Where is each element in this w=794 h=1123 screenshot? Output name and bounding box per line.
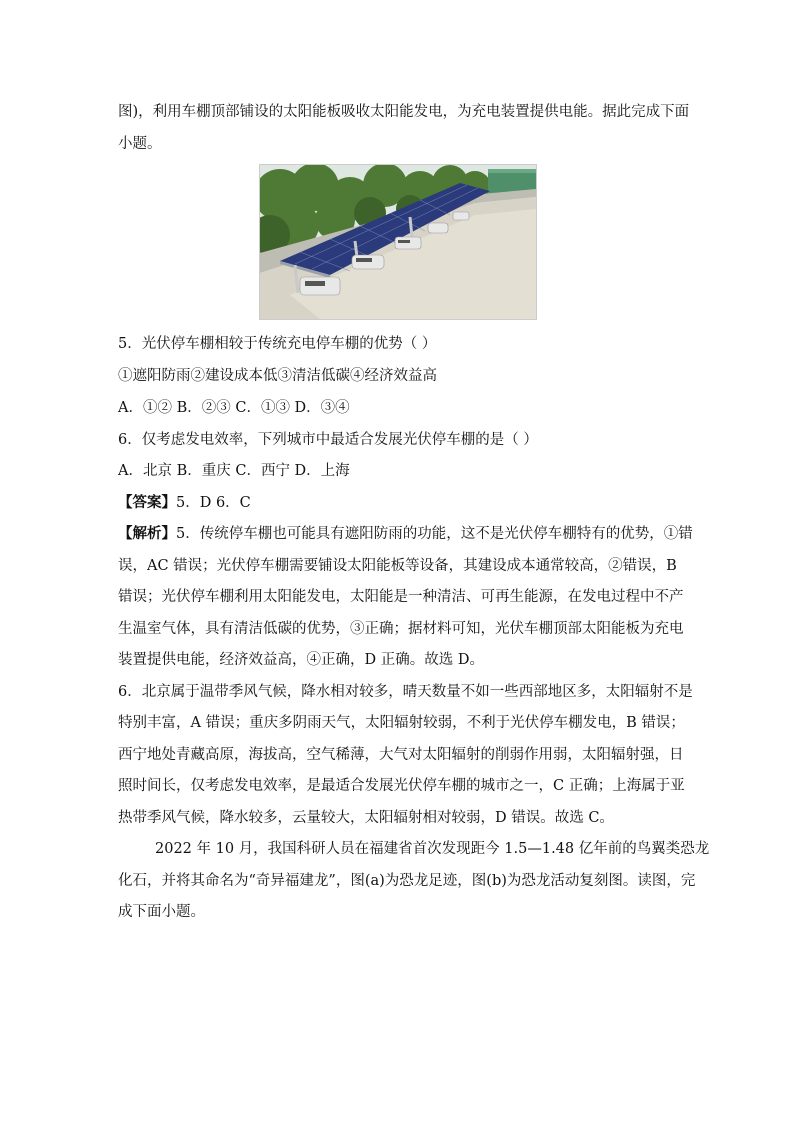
analysis-line-1	[118, 524, 693, 544]
q5-stem: 5．光伏停车棚相较于传统充电停车棚的优势（ ）	[118, 336, 437, 352]
analysis-text-1: 5．传统停车棚也可能具有遮阳防雨的功能，这不是光伏停车棚特有的优势，①错	[176, 526, 693, 542]
analysis-line-3: 错误；光伏停车棚利用太阳能发电，太阳能是一种清洁、可再生能源，在发电过程中不产	[118, 589, 684, 605]
passage-line-3: 成下面小题。	[118, 904, 205, 920]
q5-statements: ①遮阳防雨②建设成本低③清洁低碳④经济效益高	[118, 368, 437, 384]
analysis-line-2: 误，AC 错误；光伏停车棚需要铺设太阳能板等设备，其建设成本通常较高，②错误，B	[118, 558, 677, 574]
answer-text: 5．D 6．C	[176, 495, 251, 511]
analysis-line-5: 装置提供电能，经济效益高，④正确，D 正确。故选 D。	[118, 652, 484, 668]
analysis-line-8: 西宁地处青藏高原，海拔高，空气稀薄，大气对太阳辐射的削弱作用弱，太阳辐射强，日	[118, 747, 684, 763]
analysis-line-7: 特别丰富，A 错误；重庆多阴雨天气，太阳辐射较弱，不利于光伏停车棚发电，B 错误；	[118, 715, 685, 731]
analysis-line-6: 6．北京属于温带季风气候，降水相对较多，晴天数量不如一些西部地区多，太阳辐射不是	[118, 684, 693, 700]
analysis-line-4: 生温室气体，具有清洁低碳的优势，③正确；据材料可知，光伏车棚顶部太阳能板为充电	[118, 621, 684, 637]
q5-options: A．①② B．②③ C．①③ D．③④	[118, 400, 350, 416]
passage-line-2: 化石，并将其命名为“奇异福建龙”，图(a)为恐龙足迹，图(b)为恐龙活动复刻图。读图，完	[118, 873, 696, 889]
solar-carport-photo	[259, 164, 537, 320]
analysis-line-9: 照时间长，仅考虑发电效率，是最适合发展光伏停车棚的城市之一，C 正确；上海属于亚	[118, 778, 685, 794]
q6-stem: 6．仅考虑发电效率，下列城市中最适合发展光伏停车棚的是（ ）	[118, 432, 538, 448]
passage-line-1: 2022 年 10 月，我国科研人员在福建省首次发现距今 1.5—1.48 亿年前的鸟翼类恐龙	[155, 841, 710, 857]
intro-line-1: 图)，利用车棚顶部铺设的太阳能板吸收太阳能发电，为充电装置提供电能。据此完成下面	[118, 104, 690, 120]
answer-line	[118, 493, 678, 513]
intro-line-2: 小题。	[118, 136, 162, 152]
answer-tag: 【答案】	[118, 494, 176, 511]
q6-options: A．北京 B．重庆 C．西宁 D．上海	[118, 463, 350, 479]
analysis-tag: 【解析】	[118, 525, 176, 542]
analysis-line-10: 热带季风气候，降水较多，云量较大，太阳辐射相对较弱，D 错误。故选 C。	[118, 810, 614, 826]
